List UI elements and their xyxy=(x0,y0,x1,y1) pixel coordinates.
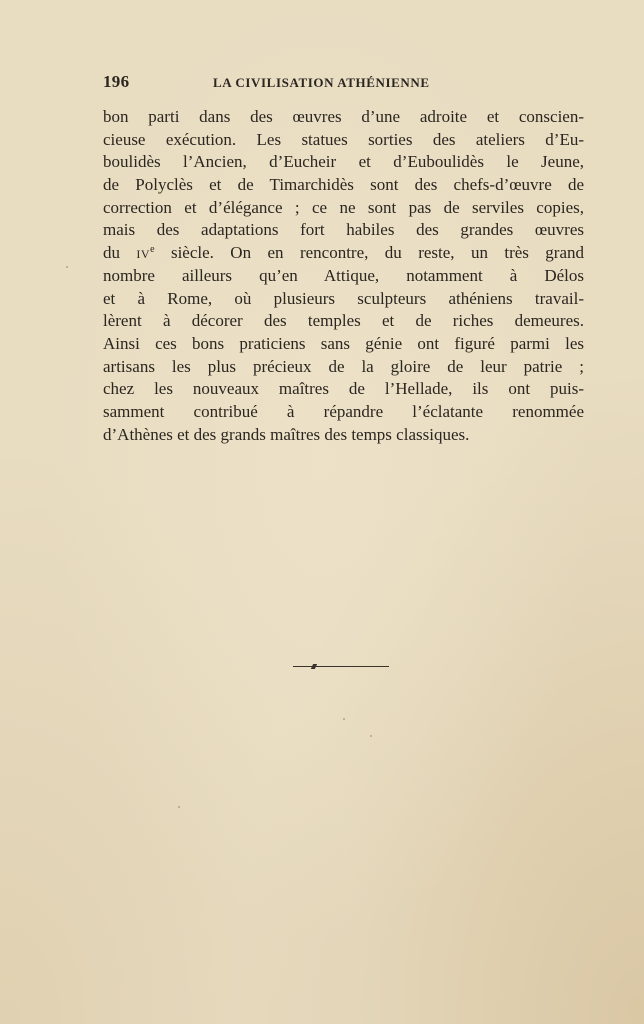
running-head xyxy=(103,72,583,94)
text-line: nombre ailleurs qu’en Attique, notamment à Délos xyxy=(103,265,584,285)
running-title: LA CIVILISATION ATHÉNIENNE xyxy=(213,75,430,90)
end-of-chapter-rule xyxy=(293,666,389,667)
paper-speck xyxy=(178,806,180,808)
paper-speck xyxy=(343,718,345,720)
text-line: cieuse exécution. Les statues sorties des ateliers d’Eu- xyxy=(103,129,584,149)
text-line: correction et d’élégance ; ce ne sont pas de serviles copies, xyxy=(103,197,584,217)
text-line: d’Athènes et des grands maîtres des temps classiques. xyxy=(103,424,470,444)
body-paragraph xyxy=(103,106,584,446)
text-line: lèrent à décorer des temples et de riches demeures. xyxy=(103,311,584,331)
page-number: 196 xyxy=(103,72,130,91)
paper-speck xyxy=(66,266,68,268)
text-line: Ainsi ces bons praticiens sans génie ont figuré parmi les xyxy=(103,333,584,353)
text-line: bon parti dans des œuvres d’une adroite et conscien- xyxy=(103,107,584,126)
text-line: chez les nouveaux maîtres de l’Hellade, ils ont puis- xyxy=(103,379,584,399)
text-line xyxy=(103,242,584,265)
paper-speck xyxy=(370,735,372,737)
text-line: mais des adaptations fort habiles des grandes œuvres xyxy=(103,220,584,240)
text-line: artisans les plus précieux de la gloire de leur patrie ; xyxy=(103,356,584,376)
text-line: et à Rome, où plusieurs sculpteurs athéniens travail- xyxy=(103,288,584,308)
century-numeral: IV xyxy=(136,247,151,262)
text-line: de Polyclès et de Timarchidès sont des chefs-d’œuvre de xyxy=(103,175,584,195)
text-line: boulidès l’Ancien, d’Eucheir et d’Euboulidès le Jeune, xyxy=(103,152,584,172)
text-fragment: siècle. On en rencontre, du reste, un très grand xyxy=(154,243,585,263)
ordinal-superscript: e xyxy=(150,244,155,256)
text-fragment: du xyxy=(103,243,137,263)
text-line: samment contribué à répandre l’éclatante renommée xyxy=(103,401,584,421)
